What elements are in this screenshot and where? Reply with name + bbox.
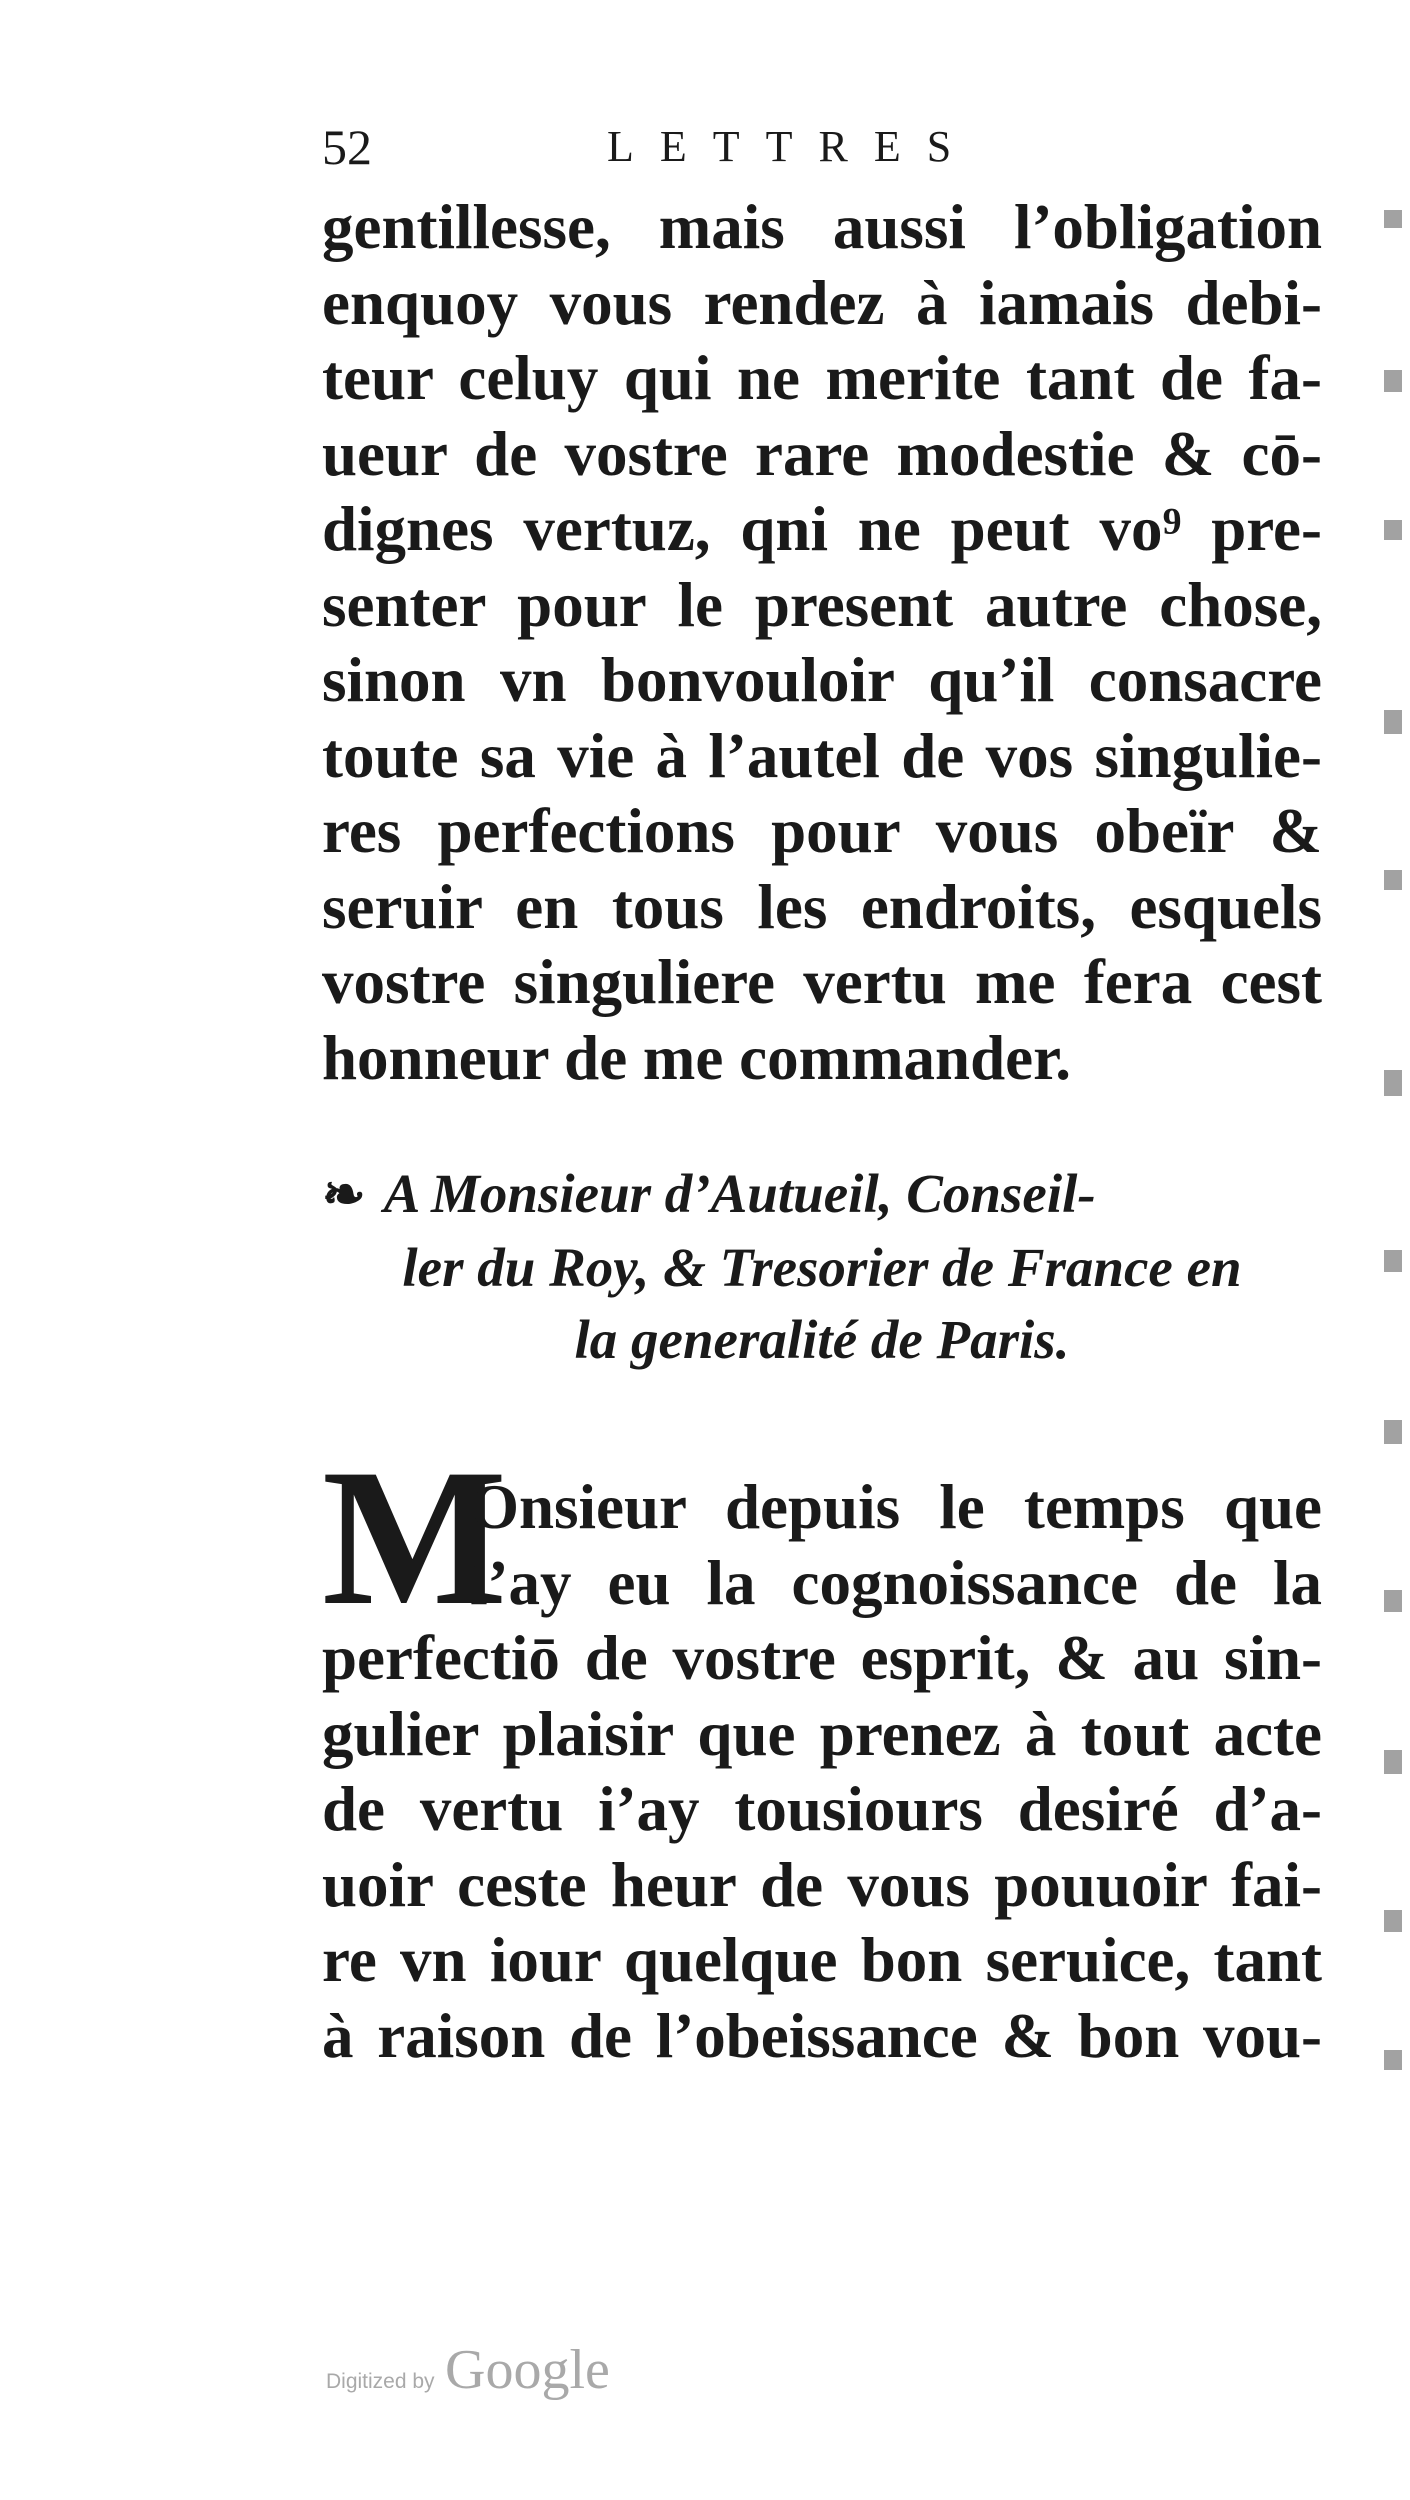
text-line: Onsieur depuis le temps que xyxy=(470,1472,1322,1542)
text-line: enquoy vous rendez à iamais debi- xyxy=(322,267,1322,338)
fleuron-ornament-icon: ❧ xyxy=(322,1167,366,1224)
bleed-mark xyxy=(1384,520,1402,540)
drop-cap: M xyxy=(322,1429,507,1646)
text-line: re vn iour quelque bon seruice, tant xyxy=(322,1925,1322,1995)
text-line: à raison de l’obeissance & bon vou- xyxy=(322,2000,1322,2071)
bleed-mark xyxy=(1384,1590,1402,1612)
bleed-mark xyxy=(1384,1750,1402,1774)
bleed-mark xyxy=(1384,370,1402,392)
heading-line xyxy=(322,1158,1322,1232)
bleed-mark xyxy=(1384,1070,1402,1096)
bleed-mark xyxy=(1384,1420,1402,1444)
text-line: teur celuy qui ne merite tant de fa- xyxy=(322,343,1322,413)
running-head: LETTRES xyxy=(607,122,978,171)
letter-body xyxy=(322,1470,1322,2074)
digitized-label: Digitized by xyxy=(326,2370,435,2393)
paragraph-continued xyxy=(322,190,1322,1096)
google-watermark xyxy=(326,2338,610,2402)
text-line: sinon vn bonvouloir qu’il consacre xyxy=(322,645,1322,715)
bleed-mark xyxy=(1384,2050,1402,2070)
google-logo: Google xyxy=(445,2339,610,2401)
facing-page-bleed xyxy=(1384,190,1410,2090)
text-line: de vertu i’ay tousiours desiré d’a- xyxy=(322,1774,1322,1844)
text-line: senter pour le present autre chose, xyxy=(322,569,1322,640)
heading-line: la generalité de Paris. xyxy=(574,1309,1070,1370)
bleed-mark xyxy=(1384,870,1402,890)
text-line: seruir en tous les endroits, esquels xyxy=(322,871,1322,942)
bleed-mark xyxy=(1384,710,1402,734)
text-line: toute sa vie à l’autel de vos singulie- xyxy=(322,720,1322,791)
page-number: 52 xyxy=(322,119,372,175)
text-line: honneur de me commander. xyxy=(322,1022,1072,1093)
bleed-mark xyxy=(1384,1910,1402,1932)
text-line: i’ay eu la cognoissance de la xyxy=(470,1547,1322,1618)
bleed-mark xyxy=(1384,210,1402,228)
page-header xyxy=(322,112,1322,182)
text-line: perfectiō de vostre esprit, & au sin- xyxy=(322,1623,1322,1693)
text-line: gulier plaisir que prenez à tout acte xyxy=(322,1698,1322,1769)
text-line: ueur de vostre rare modestie & cō- xyxy=(322,418,1322,489)
text-line: uoir ceste heur de vous pouuoir fai- xyxy=(322,1849,1322,1920)
text-line: vostre singuliere vertu me fera cest xyxy=(322,947,1322,1017)
letter-heading xyxy=(322,1158,1322,1376)
text-line: res perfections pour vous obeïr & xyxy=(322,796,1322,866)
text-line: dignes vertuz, qni ne peut vo⁹ pre- xyxy=(322,494,1322,564)
heading-line-text: A Monsieur d’Autueil, Conseil- xyxy=(383,1163,1096,1224)
text-line: gentillesse, mais aussi l’obligation xyxy=(322,192,1322,262)
heading-line: ler du Roy, & Tresorier de France en xyxy=(402,1237,1242,1298)
bleed-mark xyxy=(1384,1250,1402,1272)
